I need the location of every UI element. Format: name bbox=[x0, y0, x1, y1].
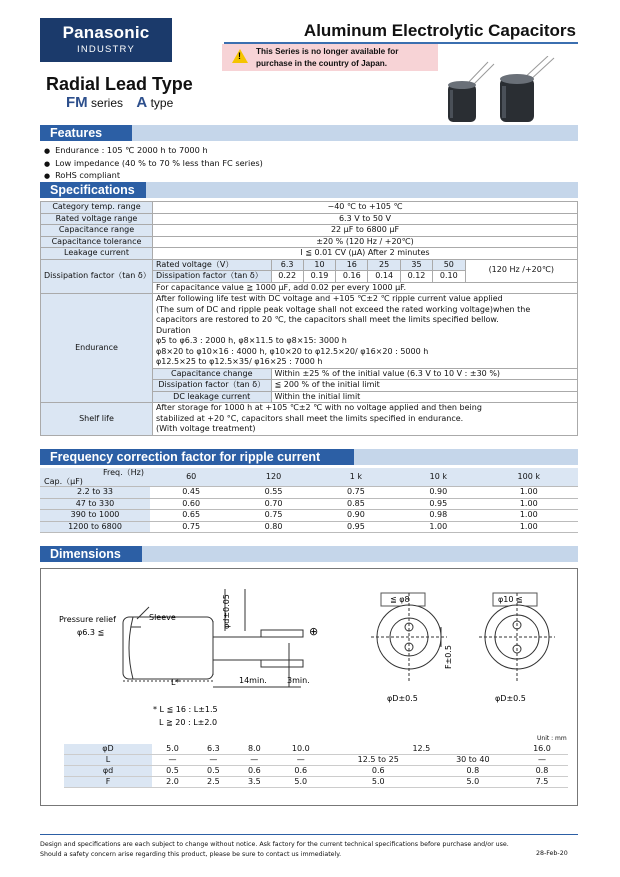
table-row bbox=[40, 487, 578, 499]
table-row bbox=[40, 521, 578, 533]
factor-cell: 0.90 bbox=[397, 487, 479, 499]
factor-cell: 0.45 bbox=[150, 487, 232, 499]
shelf-cell bbox=[153, 403, 578, 436]
lead-upper bbox=[261, 630, 303, 637]
cap-cell: 47 to 330 bbox=[40, 498, 150, 510]
factor-cell: 1.00 bbox=[480, 498, 579, 510]
shelf-line: After storage for 1000 h at +105 ℃±2 ℃ with no voltage applied and then being bbox=[156, 403, 482, 412]
spec-value: 6.3 V to 50 V bbox=[153, 213, 578, 225]
spec-key: Category temp. range bbox=[41, 202, 153, 214]
dim-cell: 6.3 bbox=[193, 744, 234, 755]
series-line bbox=[66, 94, 173, 111]
unit-label: Unit : mm bbox=[537, 735, 567, 742]
pressure-relief-label: Pressure relief bbox=[59, 615, 116, 624]
dim-cell: 5.0 bbox=[152, 744, 193, 755]
features-heading: Features bbox=[40, 125, 132, 141]
spec-key: Capacitance tolerance bbox=[41, 236, 153, 248]
factor-cell: 0.75 bbox=[232, 510, 314, 522]
specifications-table bbox=[40, 201, 578, 436]
min3-label: 3min. bbox=[287, 676, 310, 685]
specifications-bar bbox=[40, 182, 578, 198]
notice-line-1: This Series is no longer available for bbox=[256, 47, 399, 56]
voltage-cell: 50 bbox=[433, 260, 465, 271]
df-cell: 0.16 bbox=[336, 271, 368, 283]
df-cell: 0.10 bbox=[433, 271, 465, 283]
series-word: series bbox=[91, 96, 124, 110]
factor-cell: 0.75 bbox=[315, 487, 397, 499]
discontinued-notice bbox=[222, 44, 438, 71]
frequency-table bbox=[40, 468, 578, 533]
length-label: L* bbox=[171, 678, 180, 687]
limit-value: ≦ 200 % of the initial limit bbox=[271, 380, 577, 392]
voltage-cell: 6.3 bbox=[271, 260, 303, 271]
f-label: F±0.5 bbox=[444, 644, 453, 669]
dim-cell: 16.0 bbox=[516, 744, 568, 755]
capacitor-body bbox=[123, 617, 213, 679]
factor-cell: 0.98 bbox=[397, 510, 479, 522]
small-view-label: ≦ φ8 bbox=[390, 595, 410, 604]
dim-key: φD bbox=[64, 744, 152, 755]
factor-cell: 0.75 bbox=[150, 521, 232, 533]
endurance-line: After following life test with DC voltage and +105 ℃±2 ℃ ripple current value applied bbox=[156, 294, 503, 303]
footer-line-2: Should a safety concern arise regarding this product, please be sure to contact us immediately. bbox=[40, 851, 342, 858]
voltage-cell: 16 bbox=[336, 260, 368, 271]
dim-cell: 2.0 bbox=[152, 777, 193, 788]
dim-cell: — bbox=[193, 755, 234, 766]
dim-cell: 0.5 bbox=[152, 766, 193, 777]
dim-cell: 8.0 bbox=[234, 744, 275, 755]
document-date: 28-Feb-20 bbox=[536, 850, 568, 857]
dim-cell: 0.6 bbox=[327, 766, 430, 777]
cap-cell: 390 to 1000 bbox=[40, 510, 150, 522]
voltage-cell: 10 bbox=[303, 260, 335, 271]
dim-key: F bbox=[64, 777, 152, 788]
endurance-cell bbox=[153, 294, 578, 403]
frequency-bar bbox=[40, 449, 578, 465]
series-code: FM bbox=[66, 94, 88, 111]
spec-value: 22 μF to 6800 μF bbox=[153, 225, 578, 237]
dissipation-condition: (120 Hz /+20℃) bbox=[488, 265, 554, 275]
footer bbox=[40, 840, 509, 860]
table-row bbox=[41, 213, 578, 225]
list-item: ● Low impedance (40 % to 70 % less than FC series) bbox=[44, 158, 263, 171]
list-item: ● Endurance : 105 ℃ 2000 h to 7000 h bbox=[44, 145, 263, 158]
factor-cell: 0.55 bbox=[232, 487, 314, 499]
dim-cell: 0.8 bbox=[430, 766, 516, 777]
limit-key: Capacitance change bbox=[153, 368, 271, 380]
table-row bbox=[40, 468, 578, 487]
limit-key: Dissipation factor（tan δ） bbox=[153, 380, 271, 392]
factor-cell: 0.70 bbox=[232, 498, 314, 510]
freq-header: 1 k bbox=[315, 468, 397, 487]
dim-key: φd bbox=[64, 766, 152, 777]
factor-cell: 0.85 bbox=[315, 498, 397, 510]
table-row bbox=[40, 498, 578, 510]
dim-cell: 5.0 bbox=[430, 777, 516, 788]
spec-key: Capacitance range bbox=[41, 225, 153, 237]
endurance-line: φ12.5×25 to φ12.5×35/ φ16×25 : 7000 h bbox=[156, 357, 323, 366]
spec-key: Rated voltage range bbox=[41, 213, 153, 225]
table-row bbox=[41, 202, 578, 214]
freq-header: 10 k bbox=[397, 468, 479, 487]
cap-cell: 2.2 to 33 bbox=[40, 487, 150, 499]
df-cell: 0.14 bbox=[368, 271, 400, 283]
warning-icon: ! bbox=[232, 49, 248, 63]
dim-cell: 0.8 bbox=[516, 766, 568, 777]
type-word: type bbox=[150, 96, 174, 110]
panasonic-logo bbox=[40, 18, 172, 62]
dim-cell: 3.5 bbox=[234, 777, 275, 788]
length-note-1: * L ≦ 16 : L±1.5 bbox=[153, 705, 218, 714]
length-note-2: L ≧ 20 : L±2.0 bbox=[159, 718, 218, 727]
table-row bbox=[64, 744, 568, 755]
freq-label: Freq.（Hz) bbox=[102, 468, 144, 477]
table-row bbox=[41, 225, 578, 237]
notice-line-2: purchase in the country of Japan. bbox=[256, 59, 388, 68]
factor-cell: 0.95 bbox=[315, 521, 397, 533]
dissipation-factor-label: Dissipation factor（tan δ） bbox=[153, 271, 271, 283]
footer-line-1: Design and specifications are each subject to change without notice. Ask factory for the current technical specifications before purchase and/or use. bbox=[40, 841, 509, 848]
phiD-small-label: φD±0.5 bbox=[387, 694, 418, 703]
freq-cap-header bbox=[40, 468, 150, 487]
dim-cell: 0.6 bbox=[234, 766, 275, 777]
limit-key: DC leakage current bbox=[153, 391, 271, 402]
shelf-line: (With voltage treatment) bbox=[156, 424, 256, 433]
type-code: A bbox=[136, 94, 148, 111]
min14-label: 14min. bbox=[239, 676, 267, 685]
table-row bbox=[41, 236, 578, 248]
dim-cell: — bbox=[516, 755, 568, 766]
features-bar bbox=[40, 125, 578, 141]
factor-cell: 0.95 bbox=[397, 498, 479, 510]
dimensions-bar bbox=[40, 546, 578, 562]
spec-value: −40 ℃ to +105 ℃ bbox=[153, 202, 578, 214]
table-row bbox=[64, 755, 568, 766]
dim-cell: 5.0 bbox=[327, 777, 430, 788]
sleeve-label: Sleeve bbox=[149, 613, 176, 622]
freq-header: 120 bbox=[232, 468, 314, 487]
dim-cell: — bbox=[234, 755, 275, 766]
factor-cell: 0.65 bbox=[150, 510, 232, 522]
factor-cell: 0.80 bbox=[232, 521, 314, 533]
factor-cell: 1.00 bbox=[397, 521, 479, 533]
dim-cell: 5.0 bbox=[275, 777, 327, 788]
dimension-drawing bbox=[41, 569, 577, 739]
freq-header: 100 k bbox=[480, 468, 579, 487]
endurance-line: φ5 to φ6.3 : 2000 h, φ8×11.5 to φ8×15: 3000 h bbox=[156, 336, 347, 345]
df-cell: 0.22 bbox=[271, 271, 303, 283]
df-cell: 0.12 bbox=[400, 271, 432, 283]
table-row bbox=[64, 766, 568, 777]
endurance-limits bbox=[153, 368, 577, 403]
endurance-line: capacitors are restored to 20 ℃, the capacitors shall meet the limits specified bellow. bbox=[156, 315, 499, 324]
table-row bbox=[41, 248, 578, 260]
df-cell: 0.19 bbox=[303, 271, 335, 283]
list-item: ● RoHS compliant bbox=[44, 170, 263, 183]
cap-cell: 1200 to 6800 bbox=[40, 521, 150, 533]
cap-label: Cap.（μF) bbox=[44, 477, 83, 486]
dim-cell: 12.5 to 25 bbox=[327, 755, 430, 766]
table-row bbox=[64, 777, 568, 788]
voltage-cell: 25 bbox=[368, 260, 400, 271]
freq-header: 60 bbox=[150, 468, 232, 487]
capacitor-image bbox=[440, 56, 570, 126]
dim-cell: 2.5 bbox=[193, 777, 234, 788]
endurance-line: φ8×20 to φ10×16 : 4000 h, φ10×20 to φ12.5×20/ φ16×20 : 5000 h bbox=[156, 346, 429, 356]
table-row bbox=[41, 294, 578, 403]
phid-label: φd±0.05 bbox=[222, 594, 231, 629]
phiD-large-label: φD±0.5 bbox=[495, 694, 526, 703]
brand-name: Panasonic bbox=[62, 23, 150, 42]
spec-value: ±20 % (120 Hz / +20℃) bbox=[153, 236, 578, 248]
frequency-heading: Frequency correction factor for ripple current bbox=[40, 449, 354, 465]
endurance-line: (The sum of DC and ripple peak voltage shall not exceed the rated working voltage)when the bbox=[156, 304, 531, 314]
dim-key: L bbox=[64, 755, 152, 766]
spec-value: I ≦ 0.01 CV (μA) After 2 minutes bbox=[153, 248, 578, 260]
product-type: Radial Lead Type bbox=[46, 74, 193, 94]
dim-cell: 10.0 bbox=[275, 744, 327, 755]
dissipation-note: For capacitance value ≧ 1000 μF, add 0.02 per every 1000 μF. bbox=[153, 282, 577, 293]
endurance-line: Duration bbox=[156, 325, 191, 335]
shelf-label: Shelf life bbox=[41, 403, 153, 436]
rated-voltage-label: Rated voltage（V） bbox=[153, 260, 271, 271]
dimensions-table bbox=[64, 744, 568, 788]
phi63-label: φ6.3 ≦ bbox=[77, 628, 105, 637]
features-list bbox=[44, 145, 263, 183]
specifications-heading: Specifications bbox=[40, 182, 146, 198]
footer-rule bbox=[40, 834, 578, 835]
shelf-line: stabilized at +20 °C, capacitors shall meet the limits specified in endurance. bbox=[156, 413, 464, 423]
dim-cell: 12.5 bbox=[327, 744, 516, 755]
dissipation-label: Dissipation factor（tan δ） bbox=[41, 259, 153, 294]
factor-cell: 1.00 bbox=[480, 521, 579, 533]
dim-cell: 7.5 bbox=[516, 777, 568, 788]
spec-key: Leakage current bbox=[41, 248, 153, 260]
factor-cell: 1.00 bbox=[480, 487, 579, 499]
factor-cell: 0.60 bbox=[150, 498, 232, 510]
table-row bbox=[40, 510, 578, 522]
dimensions-heading: Dimensions bbox=[40, 546, 142, 562]
factor-cell: 0.90 bbox=[315, 510, 397, 522]
limit-value: Within ±25 % of the initial value (6.3 V to 10 V : ±30 %) bbox=[271, 368, 577, 380]
table-row bbox=[41, 259, 578, 294]
dim-cell: — bbox=[275, 755, 327, 766]
dim-cell: 30 to 40 bbox=[430, 755, 516, 766]
brand-sub: INDUSTRY bbox=[77, 44, 135, 55]
plus-mark: ⊕ bbox=[309, 625, 319, 638]
lead-lower bbox=[261, 660, 303, 667]
page-title: Aluminum Electrolytic Capacitors bbox=[303, 21, 576, 40]
dissipation-table bbox=[153, 260, 577, 294]
voltage-cell: 35 bbox=[400, 260, 432, 271]
dim-cell: 0.5 bbox=[193, 766, 234, 777]
dim-cell: 0.6 bbox=[275, 766, 327, 777]
table-row bbox=[41, 403, 578, 436]
dissipation-cell bbox=[153, 259, 578, 294]
dim-cell: — bbox=[152, 755, 193, 766]
large-view-label: φ10 ≦ bbox=[498, 595, 523, 604]
limit-value: Within the initial limit bbox=[271, 391, 577, 402]
endurance-label: Endurance bbox=[41, 294, 153, 403]
factor-cell: 1.00 bbox=[480, 510, 579, 522]
